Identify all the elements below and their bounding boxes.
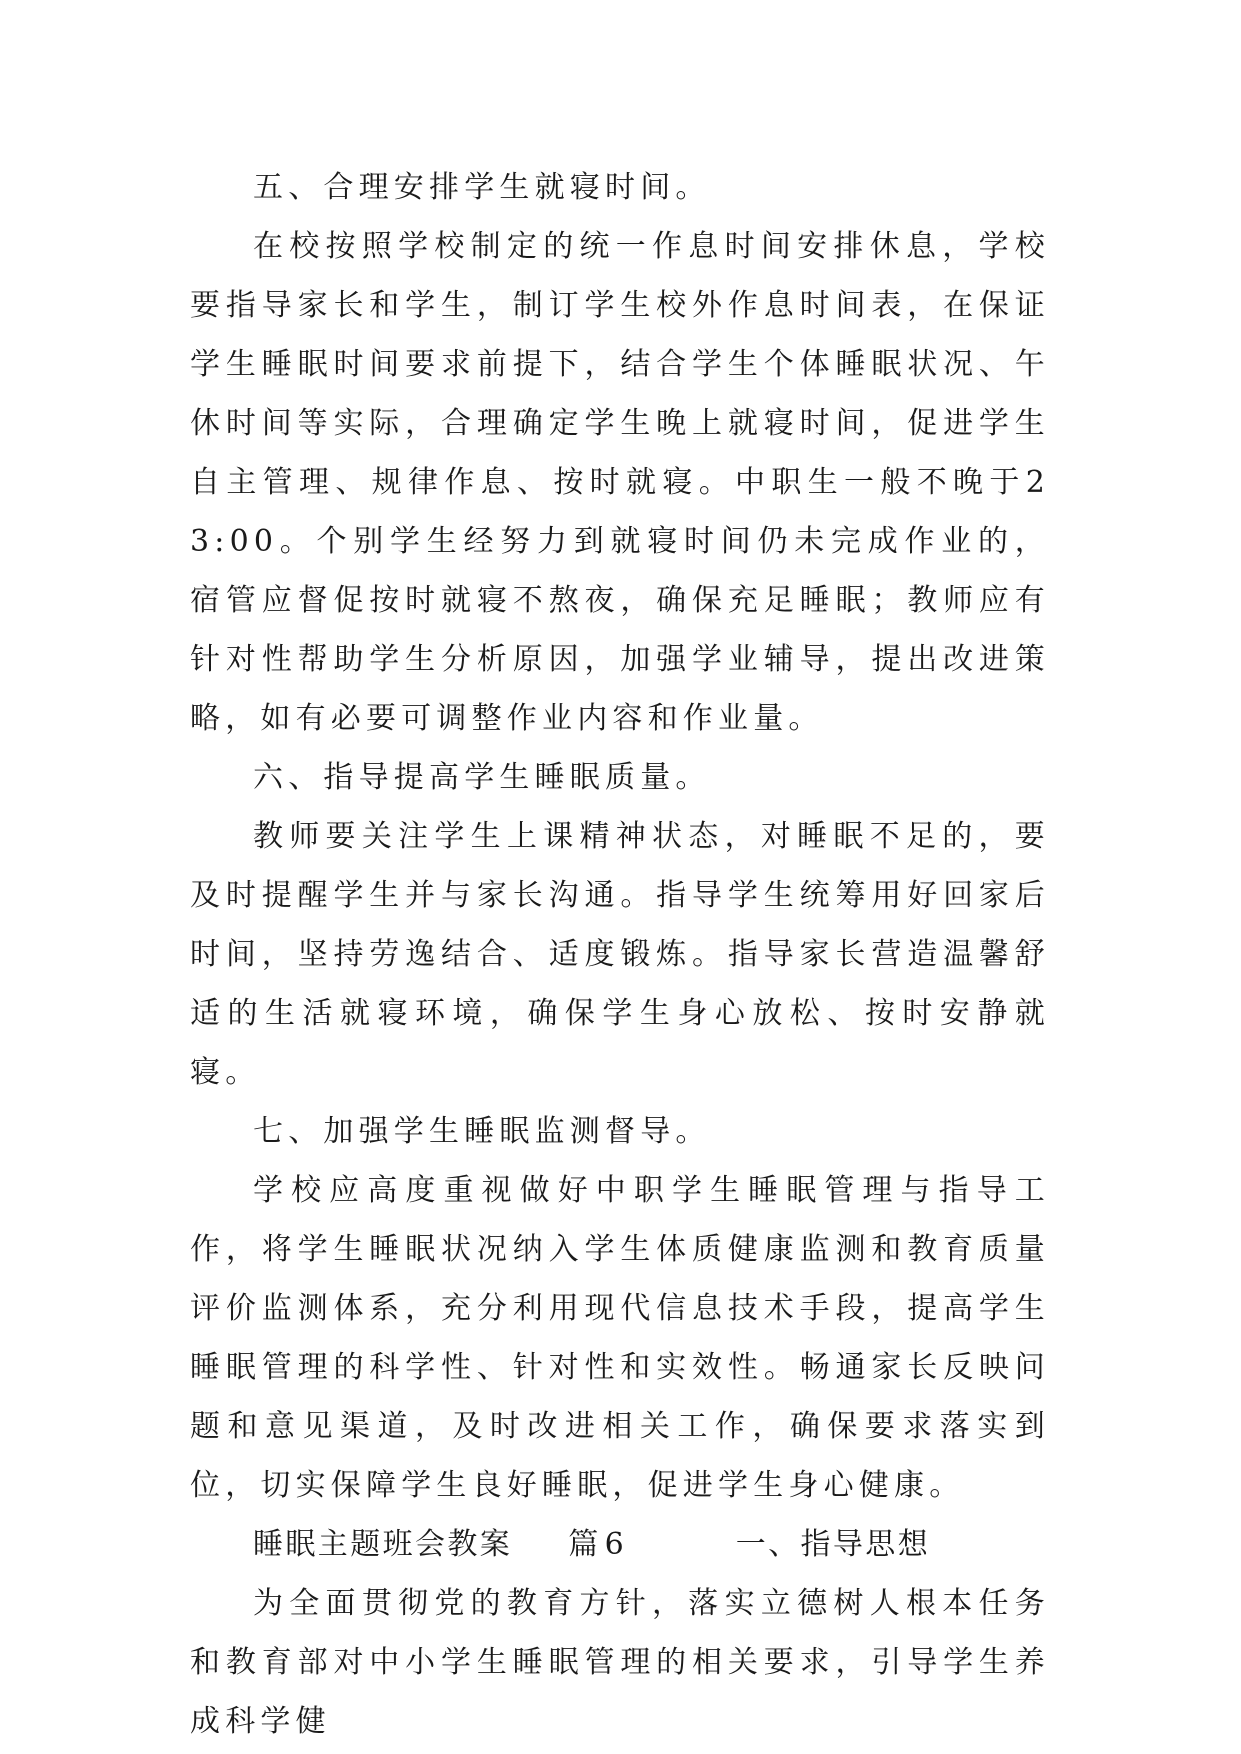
section-heading-6: 六、指导提高学生睡眠质量。 bbox=[253, 760, 711, 795]
article-title: 睡眠主题班会教案 bbox=[253, 1527, 513, 1562]
article-section-heading: 一、指导思想 bbox=[735, 1527, 931, 1562]
article-number: 6 bbox=[604, 1527, 624, 1562]
section-paragraph-5: 在校按照学校制定的统一作息时间安排休息，学校要指导家长和学生，制订学生校外作息时间表，在保证学生睡眠时间要求前提下，结合学生个体睡眠状况、午休时间等实际，合理确定学生晚上就寝时间，促进学生自主管理、规律作息、按时就寝。中职生一般不晚于23:00。个别学生经努力到就寝时间仍未完成作业的，宿管应督促按时就寝不熬夜，确保充足睡眠；教师应有针对性帮助学生分析原因，加强学业辅导，提出改进策略，如有必要可调整作业内容和作业量。 bbox=[190, 229, 1050, 736]
section-heading-7: 七、加强学生睡眠监测督导。 bbox=[253, 1114, 711, 1149]
document-body bbox=[190, 158, 1050, 1751]
section-paragraph-7: 学校应高度重视做好中职学生睡眠管理与指导工作，将学生睡眠状况纳入学生体质健康监测和教育质量评价监测体系，充分利用现代信息技术手段，提高学生睡眠管理的科学性、针对性和实效性。畅通家长反映问题和意见渠道，及时改进相关工作，确保要求落实到位，切实保障学生良好睡眠，促进学生身心健康。 bbox=[190, 1173, 1050, 1503]
article-intro-paragraph: 为全面贯彻党的教育方针，落实立德树人根本任务和教育部对中小学生睡眠管理的相关要求，引导学生养成科学健 bbox=[190, 1586, 1050, 1739]
section-heading-5: 五、合理安排学生就寝时间。 bbox=[253, 170, 711, 205]
article-title-line bbox=[190, 1515, 1050, 1574]
article-label: 篇 bbox=[568, 1527, 601, 1562]
section-paragraph-6: 教师要关注学生上课精神状态，对睡眠不足的，要及时提醒学生并与家长沟通。指导学生统筹用好回家后时间，坚持劳逸结合、适度锻炼。指导家长营造温馨舒适的生活就寝环境，确保学生身心放松、按时安静就寝。 bbox=[190, 819, 1050, 1090]
